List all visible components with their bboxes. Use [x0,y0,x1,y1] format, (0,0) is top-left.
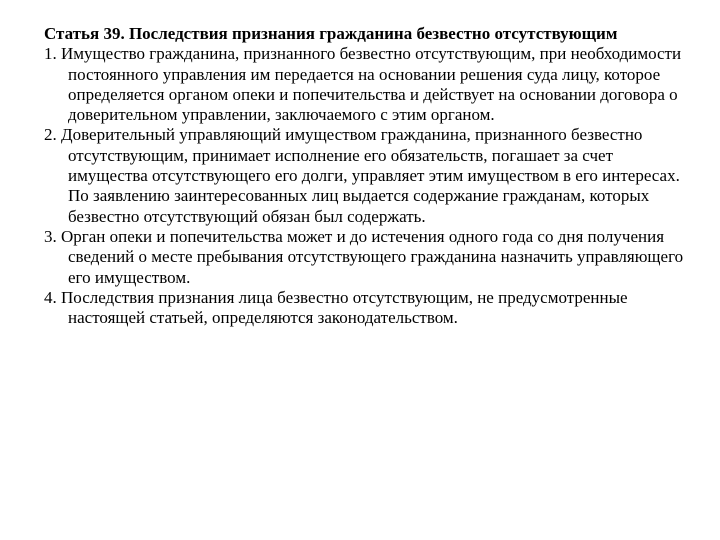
article-paragraph-3 [44,227,694,288]
paragraph-text: Имущество гражданина, признанного безвестно отсутствующим, при необходимости постоянного управления им передается на основании решения суда лицу, которое определяется органом опеки и попечительства и действует на основании договора о доверительном управлении, заключаемого с этим органом. [61,44,682,125]
paragraph-text: Последствия признания лица безвестно отсутствующим, не предусмотренные настоящей статьей, определяются законодательством. [61,287,628,328]
article-paragraph-1 [44,44,694,125]
paragraph-text: Доверительный управляющий имуществом гражданина, признанного безвестно отсутствующим, принимает исполнение его обязательств, погашает за счет имущества отсутствующего его долги, управляет этим имуществом в его интересах. По заявлению заинтересованных лиц выдается содержание гражданам, которых безвестно отсутствующий обязан был содержать. [61,125,680,226]
paragraph-number: 3. [44,226,57,246]
article-paragraph-4 [44,288,694,329]
paragraph-number: 2. [44,125,57,145]
article-paragraph-2 [44,125,694,226]
paragraph-number: 4. [44,287,57,307]
paragraph-text: Орган опеки и попечительства может и до истечения одного года со дня получения сведений о месте пребывания отсутствующего гражданина назначить управляющего его имуществом. [61,226,684,287]
article-title: Статья 39. Последствия признания гражданина безвестно отсутствующим [44,24,618,43]
paragraph-number: 1. [44,44,57,64]
article-slide [44,24,694,328]
